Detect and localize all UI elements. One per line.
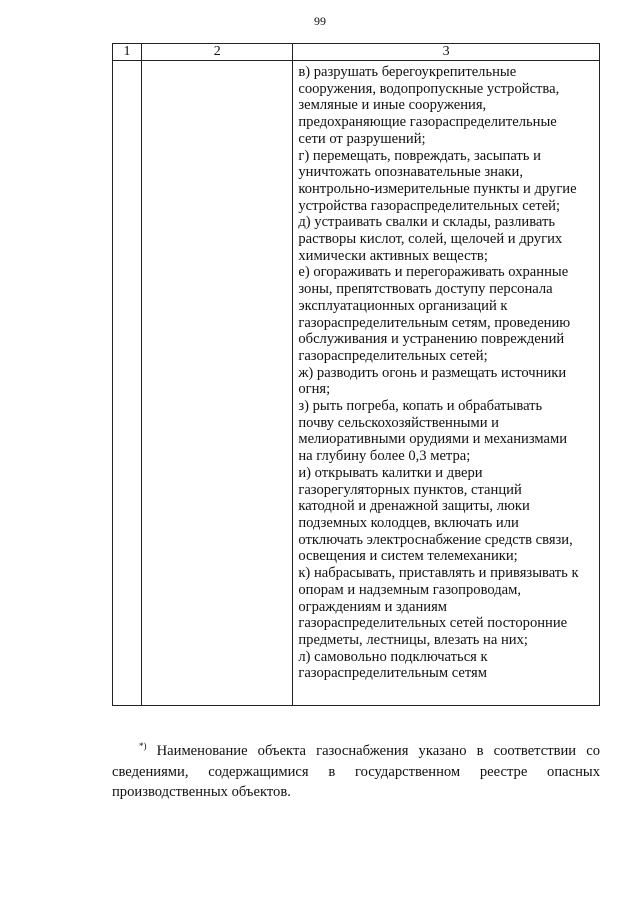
content-line: уничтожать опознавательные знаки, bbox=[298, 164, 523, 181]
content-line: д) устраивать свалки и склады, разливать bbox=[298, 214, 556, 231]
column-header-1: 1 bbox=[113, 44, 142, 61]
footnote-line-2: сведениями, содержащимися в государственном реестре опасных bbox=[112, 763, 600, 780]
content-line: земляные и иные сооружения, bbox=[298, 97, 487, 114]
content-line: и) открывать калитки и двери bbox=[298, 464, 483, 481]
content-line: опорам и надземным газопроводам, bbox=[298, 581, 522, 598]
table-cell-col1 bbox=[113, 61, 142, 706]
footnote-line-1 bbox=[112, 736, 600, 762]
content-line: сети от разрушений; bbox=[298, 130, 426, 147]
content-line: е) огораживать и перегораживать охранные bbox=[298, 264, 569, 281]
content-line: подземных колодцев, включать или bbox=[298, 514, 519, 531]
content-line: сооружения, водопропускные устройства, bbox=[298, 80, 560, 97]
column-header-2: 2 bbox=[142, 44, 293, 61]
footnote-text-1: Наименование объекта газоснабжения указано в соответствии со bbox=[156, 743, 600, 759]
page-number: 99 bbox=[314, 14, 326, 28]
content-line: почву сельскохозяйственными и bbox=[298, 414, 499, 431]
column-header-3: 3 bbox=[293, 44, 600, 61]
content-line: зоны, препятствовать доступу персонала bbox=[298, 281, 553, 298]
footnote-line-3: производственных объектов. bbox=[112, 784, 291, 800]
content-line: химически активных веществ; bbox=[298, 247, 488, 264]
content-line: контрольно-измерительные пункты и другие bbox=[298, 180, 577, 197]
content-line: растворы кислот, солей, щелочей и других bbox=[298, 231, 563, 248]
content-line: газораспределительным сетям bbox=[298, 665, 487, 682]
content-line: устройства газораспределительных сетей; bbox=[298, 197, 561, 214]
content-line: г) перемещать, повреждать, засыпать и bbox=[298, 147, 541, 164]
content-line: газораспределительным сетям, проведению bbox=[298, 314, 571, 331]
content-line: предметы, лестницы, влезать на них; bbox=[298, 631, 528, 648]
content-line: газораспределительных сетей посторонние bbox=[298, 615, 568, 632]
table-row bbox=[113, 61, 600, 706]
footnote-marker: *) bbox=[139, 741, 147, 751]
content-line: газорегуляторных пунктов, станций bbox=[298, 481, 522, 498]
content-line: обслуживания и устранению повреждений bbox=[298, 331, 565, 348]
prohibitions-list bbox=[298, 64, 595, 682]
content-line: огня; bbox=[298, 381, 331, 398]
content-line: к) набрасывать, приставлять и привязывать к bbox=[298, 565, 579, 582]
content-line: освещения и систем телемеханики; bbox=[298, 548, 518, 565]
table-cell-col2 bbox=[142, 61, 293, 706]
content-line: предохраняющие газораспределительные bbox=[298, 114, 557, 131]
content-line: катодной и дренажной защиты, люки bbox=[298, 498, 530, 515]
content-line: ж) разводить огонь и размещать источники bbox=[298, 364, 567, 381]
content-line: ограждениям и зданиям bbox=[298, 598, 448, 615]
content-line: з) рыть погреба, копать и обрабатывать bbox=[298, 398, 543, 415]
content-line: эксплуатационных организаций к bbox=[298, 297, 508, 314]
content-line: отключать электроснабжение средств связи, bbox=[298, 531, 573, 548]
table-cell-col3 bbox=[293, 61, 600, 706]
table-header-row bbox=[113, 44, 600, 61]
footnote bbox=[112, 736, 600, 803]
content-line: мелиоративными орудиями и механизмами bbox=[298, 431, 568, 448]
document-table bbox=[112, 43, 600, 706]
content-line: на глубину более 0,3 метра; bbox=[298, 448, 471, 465]
content-line: в) разрушать берегоукрепительные bbox=[298, 64, 517, 80]
content-line: л) самовольно подключаться к bbox=[298, 648, 488, 665]
content-line: газораспределительных сетей; bbox=[298, 347, 488, 364]
